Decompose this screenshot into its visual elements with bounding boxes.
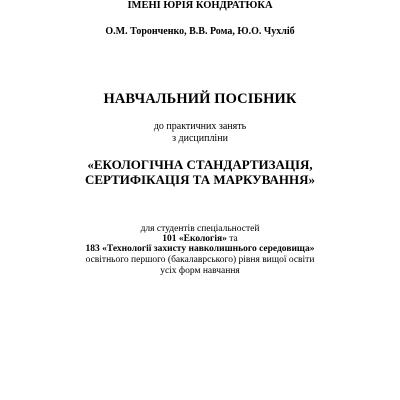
discipline-title-line-1: «ЕКОЛОГІЧНА СТАНДАРТИЗАЦІЯ,	[87, 157, 313, 172]
specialty-1-name: 101 «Екологія»	[162, 234, 227, 244]
authors: О.М. Торонченко, В.В. Рома, Ю.О. Чухліб	[105, 26, 295, 37]
specialty-1-suffix: та	[226, 234, 238, 244]
study-forms-line: усіх форм навчання	[160, 266, 240, 276]
institution-name: ІМЕНІ ЮРІЯ КОНДРАТЮКА	[127, 0, 273, 11]
audience-line: для студентів спеціальностей	[140, 224, 260, 234]
specialty-line-2: 183 «Технології захисту навколишнього середовища»	[85, 244, 315, 254]
discipline-title-line-2: СЕРТИФІКАЦІЯ ТА МАРКУВАННЯ»	[84, 172, 316, 187]
document-type-title: НАВЧАЛЬНИЙ ПОСІБНИК	[103, 91, 297, 107]
education-level-line: освітнього першого (бакалаврського) рівня вищої освіти	[85, 255, 315, 265]
purpose-line-2: з дисципліни	[172, 133, 228, 144]
purpose-line-1: до практичних занять	[153, 121, 247, 132]
